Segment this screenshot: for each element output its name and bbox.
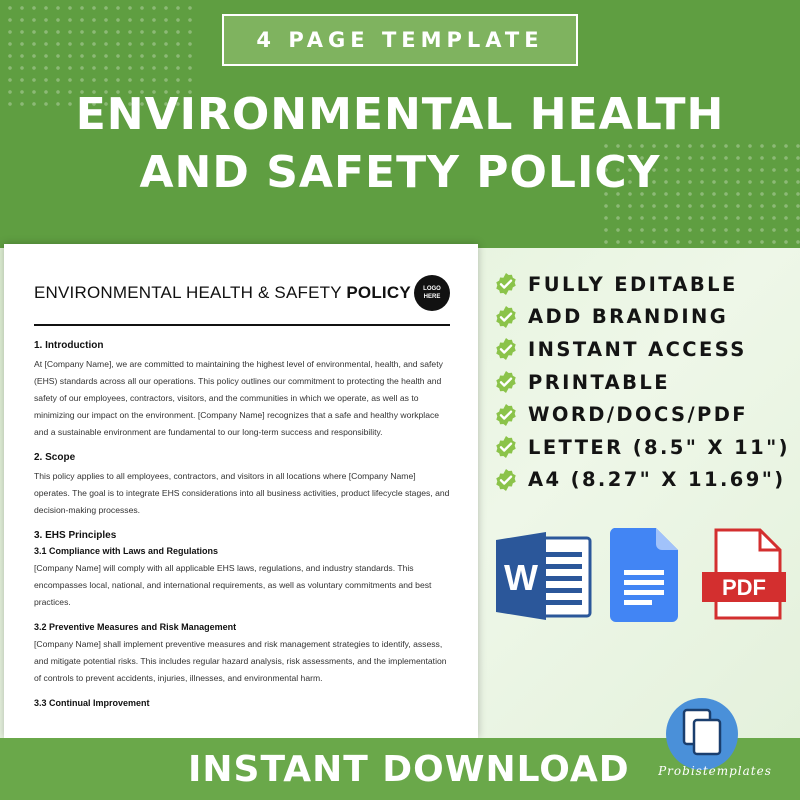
section-heading: 3. EHS Principles	[34, 530, 117, 541]
google-docs-icon	[610, 528, 678, 622]
title-line-1: ENVIRONMENTAL HEALTH	[75, 89, 725, 140]
document-title-bold: POLICY	[346, 283, 411, 302]
section-text: [Company Name] shall implement preventive measures and risk management strategies to identify, assess, and mitigate potential risks. This includes regular hazard analysis, risk assessments, and the implementation of controls to prevent accidents, injuries, illnesses, and environmental harm.	[34, 639, 447, 683]
document-title	[34, 283, 411, 303]
feature-label: LETTER (8.5" X 11")	[528, 435, 790, 459]
document-header	[34, 272, 450, 314]
feature-label: A4 (8.27" X 11.69")	[528, 468, 786, 492]
title-line-2: AND SAFETY POLICY	[139, 147, 661, 198]
check-badge-icon	[494, 337, 518, 361]
section-heading: 2. Scope	[34, 452, 76, 463]
svg-text:W: W	[504, 557, 538, 598]
brand-logo-icon	[662, 694, 742, 774]
logo-placeholder	[414, 275, 450, 311]
check-badge-icon	[494, 468, 518, 492]
check-badge-icon	[494, 305, 518, 329]
header-divider	[34, 324, 450, 326]
word-icon	[494, 528, 592, 624]
check-badge-icon	[494, 403, 518, 427]
feature-label: FULLY EDITABLE	[528, 272, 738, 296]
svg-text:PDF: PDF	[722, 575, 766, 600]
feature-label: ADD BRANDING	[528, 305, 729, 329]
feature-list	[494, 268, 800, 496]
feature-item	[494, 464, 800, 497]
section-text: This policy applies to all employees, contractors, and visitors in all locations where [Company Name] operates. The goal is to integrate EHS considerations into all business activities, product lifecycle stages, and decision-making processes.	[34, 471, 450, 515]
subsection-heading: 3.1 Compliance with Laws and Regulations	[34, 546, 219, 556]
feature-label: INSTANT ACCESS	[528, 337, 747, 361]
product-title	[0, 86, 800, 202]
check-badge-icon	[494, 370, 518, 394]
section-text: At [Company Name], we are committed to maintaining the highest level of environmental, health, and safety (EHS) standards across all our operations. This policy outlines our commitment to protecting the health and safety of our employees, contractors, visitors, and the communities in which we operate, as well as to minimizing our impact on the environment. [Company Name] recognizes that a safe and healthy workplace and a sustainable environment are fundamental to our long-term success and responsibility.	[34, 359, 443, 437]
feature-item	[494, 366, 800, 399]
check-badge-icon	[494, 435, 518, 459]
feature-item	[494, 268, 800, 301]
brand-name: Probistemplates	[658, 764, 772, 778]
instant-download-label: INSTANT DOWNLOAD	[188, 748, 630, 790]
subsection-heading: 3.3 Continual Improvement	[34, 698, 150, 708]
logo-line-1: LOGO	[423, 286, 441, 292]
check-badge-icon	[494, 272, 518, 296]
feature-item	[494, 431, 800, 464]
feature-item	[494, 333, 800, 366]
feature-item	[494, 301, 800, 334]
subsection-heading: 3.2 Preventive Measures and Risk Management	[34, 622, 237, 632]
page-count-badge: 4 PAGE TEMPLATE	[222, 14, 578, 66]
pdf-icon	[700, 528, 794, 622]
feature-item	[494, 398, 800, 431]
section-heading: 1. Introduction	[34, 340, 104, 351]
header-banner	[0, 0, 800, 248]
document-preview	[4, 244, 478, 738]
logo-line-2: HERE	[423, 294, 441, 300]
feature-label: PRINTABLE	[528, 370, 670, 394]
feature-label: WORD/DOCS/PDF	[528, 403, 749, 427]
format-icons	[494, 528, 794, 628]
document-title-regular: ENVIRONMENTAL HEALTH & SAFETY	[34, 283, 342, 302]
section-text: [Company Name] will comply with all applicable EHS laws, regulations, and industry standards. This encompasses local, national, and international requirements, as well as voluntary commitments and best practices.	[34, 563, 432, 607]
